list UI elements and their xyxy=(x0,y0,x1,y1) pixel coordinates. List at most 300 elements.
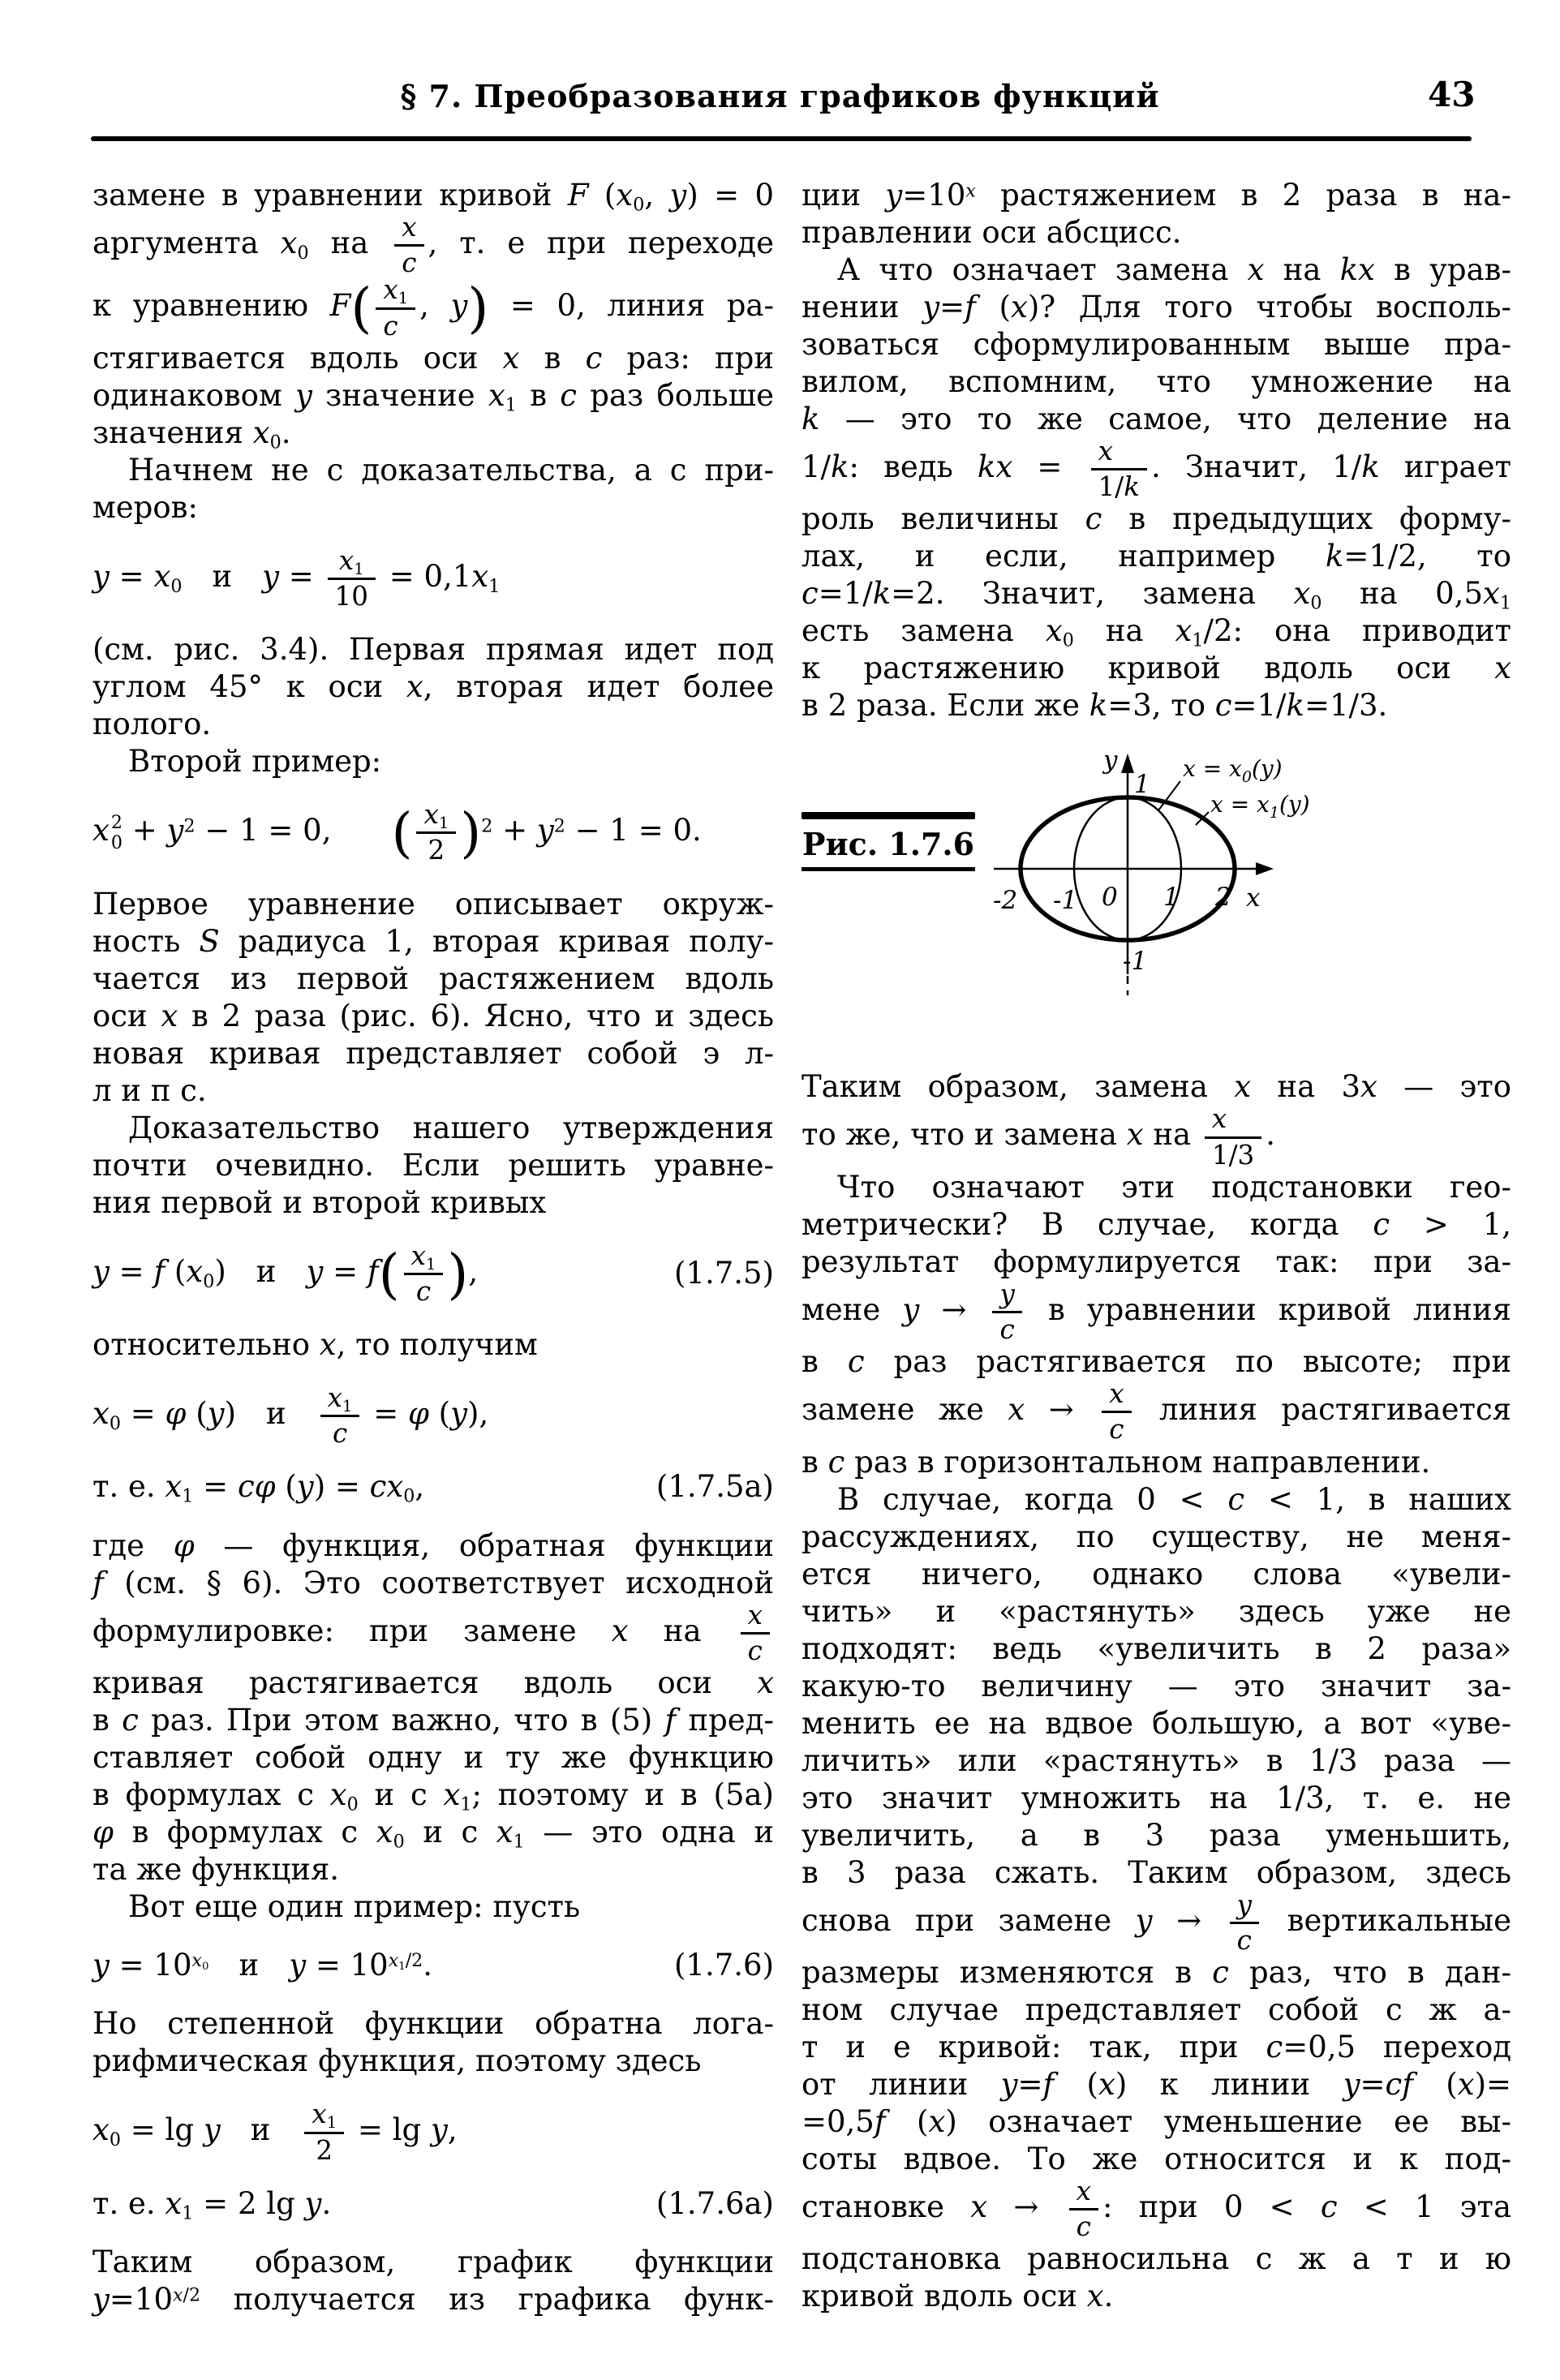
text-run: /2 xyxy=(405,1950,423,1972)
text-run: 0 xyxy=(1062,630,1074,652)
text-run: 0 xyxy=(202,1961,209,1974)
text-run: c xyxy=(999,1314,1015,1346)
text-line xyxy=(801,436,1511,503)
text-line xyxy=(92,274,774,342)
text-run: + xyxy=(492,813,537,848)
text-run: /2: она приводит xyxy=(1203,613,1512,649)
text-run: x xyxy=(383,274,398,306)
text-run: ность xyxy=(92,923,200,959)
text-run: мене xyxy=(801,1292,903,1328)
text-run: в предыдущих форму- xyxy=(1102,501,1511,537)
text-run: Что означают эти подстановки гео- xyxy=(837,1169,1511,1205)
text-run: x xyxy=(488,377,505,413)
display-formula xyxy=(92,1382,774,1450)
text-run: x xyxy=(496,1815,514,1850)
text-line xyxy=(92,1739,774,1776)
text-run: y xyxy=(450,288,468,324)
text-run: растяжением в 2 раза в на- xyxy=(975,178,1511,213)
text-run: , то получим xyxy=(336,1327,538,1363)
text-run: 0 xyxy=(1310,593,1322,615)
text-run: → xyxy=(1152,1902,1226,1938)
text-run xyxy=(1091,436,1147,503)
text-run: ется ничего, однако слова «увели- xyxy=(801,1556,1511,1592)
text-run: 0 xyxy=(297,242,309,264)
text-run: В случае, когда 0 < xyxy=(837,1481,1228,1517)
text-run: есть замена xyxy=(801,613,1046,649)
text-run: x xyxy=(165,2185,183,2221)
text-run: 1/ xyxy=(801,449,832,485)
text-line xyxy=(92,452,774,489)
text-run: c xyxy=(747,1635,763,1666)
text-run: x xyxy=(153,559,171,595)
right-column-bottom-text xyxy=(801,1068,1511,2315)
text-run: y xyxy=(296,1469,314,1505)
curve-label-x1: $x = x_1(y)$ xyxy=(1210,791,1310,823)
text-run: , xyxy=(468,1253,479,1289)
text-run: x xyxy=(402,212,417,243)
text-run: стягивается вдоль оси xyxy=(92,340,503,376)
text-run: 1 xyxy=(425,1254,436,1274)
text-run: , xyxy=(447,2112,458,2148)
text-run: в xyxy=(801,1444,828,1480)
text-run: f xyxy=(367,1253,379,1289)
text-run: φ xyxy=(407,1396,429,1432)
text-run: ( xyxy=(1412,2067,1458,2103)
x-axis-arrow-icon xyxy=(1256,862,1274,875)
text-run: x xyxy=(502,340,520,376)
text-run: ( xyxy=(275,1469,297,1505)
equation-number: (1.7.6) xyxy=(673,1948,774,1983)
text-run: kx xyxy=(977,449,1013,485)
paragraph xyxy=(801,177,1511,251)
text-run: =1/3. xyxy=(1304,688,1388,724)
text-run: x xyxy=(1360,1069,1377,1105)
text-line xyxy=(92,2244,774,2281)
text-run: < 1, в наших xyxy=(1244,1481,1512,1517)
text-run: = 10 xyxy=(306,1948,389,1983)
text-line xyxy=(92,1888,774,1926)
text-run: т. е. xyxy=(92,1469,165,1505)
text-run: меров: xyxy=(92,489,198,525)
text-run: =1/ xyxy=(818,576,873,612)
text-run: = xyxy=(279,559,324,595)
text-run: y xyxy=(207,1396,225,1432)
text-run: менить ее на вдвое большую, а вот «уве- xyxy=(801,1705,1511,1741)
text-run: 1 xyxy=(342,1396,353,1416)
text-run: результат формулируется так: при за- xyxy=(801,1244,1511,1279)
text-run: в 3 раза сжать. Таким образом, здесь xyxy=(801,1854,1511,1890)
curve-label-x0: $x = x_0(y)$ xyxy=(1183,755,1283,787)
text-run: 1 xyxy=(398,1961,406,1974)
text-run: x xyxy=(970,2189,988,2225)
text-line xyxy=(801,1742,1511,1780)
text-line xyxy=(801,1888,1511,1956)
text-run: ( xyxy=(1054,2067,1098,2103)
text-run: одинаковом xyxy=(92,377,295,413)
text-run: c xyxy=(1085,501,1102,537)
text-run: ( xyxy=(165,1253,187,1289)
text-run: f xyxy=(153,1253,165,1289)
text-run: становке xyxy=(801,2189,971,2225)
text-run: = xyxy=(193,1469,238,1505)
text-run: y xyxy=(306,1253,324,1289)
text-run: x xyxy=(965,180,976,202)
text-run: в урав- xyxy=(1374,252,1511,287)
text-run xyxy=(376,274,415,342)
text-line xyxy=(801,363,1511,401)
text-line xyxy=(92,489,774,526)
text-run: y xyxy=(902,1292,920,1328)
text-run: kx xyxy=(1339,252,1375,287)
text-run: =3, то xyxy=(1107,688,1215,724)
text-run xyxy=(320,1382,360,1450)
text-line xyxy=(801,1244,1511,1281)
text-run: почти очевидно. Если решить уравне- xyxy=(92,1147,774,1183)
text-run: раз, что в дан- xyxy=(1228,1955,1511,1991)
text-run: y xyxy=(669,178,687,213)
text-run: — это то же самое, что деление на xyxy=(819,402,1511,436)
y-tick-1: 1 xyxy=(1134,770,1150,800)
text-run: на xyxy=(308,226,391,261)
text-run: → xyxy=(919,1292,989,1328)
text-run: y xyxy=(262,559,280,595)
text-run: x xyxy=(376,1815,393,1850)
text-run: значения xyxy=(92,415,253,450)
text-run: 2 xyxy=(553,815,565,837)
text-run: кривая растягивается вдоль оси xyxy=(92,1665,758,1701)
text-run xyxy=(741,1599,770,1666)
text-run: зоваться сформулированным выше пра- xyxy=(801,327,1511,362)
text-line xyxy=(801,687,1511,724)
text-run: какую-то величину — это значит за- xyxy=(801,1668,1511,1703)
text-run: , xyxy=(644,178,670,213)
text-line xyxy=(801,1556,1511,1593)
text-run: x xyxy=(92,813,110,848)
text-run: замене в уравнении кривой xyxy=(92,178,568,213)
text-run: 1 xyxy=(1192,630,1204,652)
figure-plot xyxy=(925,731,1444,1023)
text-run: φ xyxy=(92,1815,114,1850)
text-run: k xyxy=(872,576,892,612)
text-run: y xyxy=(1000,2067,1018,2103)
text-run: = lg xyxy=(121,2112,204,2148)
text-run: y xyxy=(536,813,554,848)
display-formula xyxy=(92,1468,774,1506)
text-run: и xyxy=(220,2112,301,2148)
text-run: = xyxy=(1017,2067,1043,2103)
text-run: в 2 раза (рис. 6). Ясно, что и здесь xyxy=(178,998,775,1033)
text-run xyxy=(1102,1378,1131,1446)
formula-content xyxy=(92,1382,774,1450)
text-run: x xyxy=(329,1777,347,1813)
text-run: раз: при xyxy=(602,340,774,376)
text-run: личить» или «растянуть» в 1/3 раза — xyxy=(801,1742,1511,1778)
text-line xyxy=(92,743,774,780)
text-run: x xyxy=(616,178,634,213)
text-run: правлении оси абсцисс. xyxy=(801,215,1182,250)
text-run: к растяжению кривой вдоль оси xyxy=(801,651,1495,686)
text-run: $\frac{x}{1/3}$ xyxy=(1205,1106,1261,1168)
paragraph xyxy=(92,886,774,1110)
text-line xyxy=(801,612,1511,650)
text-run: (см. рис. 3.4). Первая прямая идет под xyxy=(92,632,774,668)
text-run: — это xyxy=(1377,1069,1511,1105)
text-run: = xyxy=(939,290,965,324)
text-run: y xyxy=(92,559,110,595)
text-run: ( xyxy=(186,1396,208,1432)
text-run: k xyxy=(1361,449,1380,485)
text-run xyxy=(965,180,976,201)
text-run: размеры изменяются в xyxy=(801,1955,1213,1991)
formula-content xyxy=(92,1468,648,1506)
text-run: ( xyxy=(350,277,372,341)
x-tick-minus2: -2 xyxy=(993,886,1018,916)
text-run: f xyxy=(92,1565,104,1600)
text-run: на xyxy=(1143,1117,1201,1153)
text-run: получается из графика функ- xyxy=(200,2282,774,2317)
text-run: 1 xyxy=(182,2202,194,2224)
text-line xyxy=(801,1780,1511,1817)
text-run: =2. Значит, замена xyxy=(891,576,1294,612)
text-run: и с xyxy=(404,1815,496,1850)
text-run: x xyxy=(165,1469,183,1505)
text-run: соты вдвое. То же относится и к под- xyxy=(801,2142,1511,2177)
text-line xyxy=(92,415,774,452)
text-line xyxy=(92,340,774,377)
text-run: Вот еще один пример: пусть xyxy=(128,1889,581,1925)
text-run: = 2 lg xyxy=(193,2185,305,2221)
text-run: y xyxy=(430,2112,448,2148)
text-line xyxy=(801,2066,1511,2103)
text-line xyxy=(801,1991,1511,2029)
text-run: и с xyxy=(358,1777,444,1813)
text-run: чить» и «растянуть» здесь уже не xyxy=(801,1593,1511,1629)
text-line xyxy=(801,538,1511,575)
text-line xyxy=(92,1599,774,1666)
text-run: 0 xyxy=(109,2129,121,2151)
text-run: x xyxy=(1482,576,1500,612)
text-run: , вторая идет более xyxy=(423,669,774,705)
text-run: x xyxy=(1098,2067,1115,2103)
text-line xyxy=(92,706,774,743)
text-line xyxy=(801,1954,1511,1991)
equation-number: (1.7.5) xyxy=(673,1256,774,1291)
figure-1-7-6 xyxy=(801,731,1511,1055)
equation-number: (1.7.5а) xyxy=(655,1469,774,1505)
text-run: раз больше xyxy=(577,377,774,413)
text-run: x xyxy=(611,1613,629,1648)
text-run: y xyxy=(885,178,903,213)
text-run: 1 xyxy=(1499,593,1511,615)
text-run: x xyxy=(1234,1069,1252,1105)
text-line xyxy=(92,1665,774,1702)
text-run: y xyxy=(1236,1888,1253,1920)
text-line xyxy=(801,214,1511,251)
text-line xyxy=(92,1776,774,1814)
equation-number: (1.7.6а) xyxy=(655,2185,774,2221)
text-run: на 0,5 xyxy=(1321,576,1483,612)
text-run: 1 xyxy=(326,2113,337,2133)
text-run: x xyxy=(1098,436,1113,466)
text-line xyxy=(801,401,1511,438)
text-run xyxy=(388,1950,423,1974)
x-tick-minus1: -1 xyxy=(1053,886,1078,916)
formula-content xyxy=(92,801,774,864)
text-run: 0 xyxy=(393,1831,405,1853)
text-run: раз растягивается по высоте; при xyxy=(864,1344,1511,1380)
text-run: k xyxy=(1124,471,1140,503)
formula-content xyxy=(92,2099,774,2166)
text-run: ) = xyxy=(313,1469,370,1505)
text-run xyxy=(394,214,423,277)
text-run: ( xyxy=(588,178,617,213)
text-line xyxy=(801,1519,1511,1556)
text-line xyxy=(801,1068,1511,1106)
text-run: y xyxy=(92,2282,110,2317)
text-run: ) и xyxy=(224,1396,316,1432)
paragraph xyxy=(801,251,1511,724)
text-run: , т. е при переходе xyxy=(428,226,774,261)
text-line xyxy=(801,1343,1511,1381)
text-run: x xyxy=(1211,1103,1227,1135)
text-line xyxy=(92,960,774,998)
text-run: подходят: ведь «увеличить в 2 раза» xyxy=(801,1630,1511,1666)
text-line xyxy=(92,1072,774,1110)
text-line xyxy=(801,1817,1511,1854)
text-run: ( xyxy=(975,290,1011,324)
text-run: ции xyxy=(801,178,886,213)
text-run: x xyxy=(443,1777,461,1813)
text-run: нении xyxy=(801,290,923,324)
paragraph xyxy=(92,631,774,743)
text-run: )? Для того чтобы восполь- xyxy=(1027,290,1511,324)
text-run: 0 xyxy=(109,1412,121,1434)
text-run: к уравнению xyxy=(92,288,330,324)
text-run: y xyxy=(289,1948,307,1983)
text-run: x xyxy=(186,1253,204,1289)
text-run xyxy=(404,1239,444,1307)
text-run: =10 xyxy=(109,2282,173,2317)
text-run: 1 xyxy=(513,1831,525,1853)
text-run: , xyxy=(415,1469,425,1505)
page-number: 43 xyxy=(1428,75,1476,114)
section-header: § 7. Преобразования графиков функций xyxy=(400,78,1160,114)
figure-caption: Рис. 1.7.6 xyxy=(801,826,975,863)
text-run: = 0, линия ра- xyxy=(488,288,774,324)
text-run: ( xyxy=(428,1396,451,1432)
text-run: c xyxy=(560,377,578,413)
text-run: ) xyxy=(467,277,489,341)
text-run: ) и xyxy=(214,1253,307,1289)
paragraph xyxy=(92,1326,774,1364)
text-run: x xyxy=(1076,2176,1091,2207)
formula-content xyxy=(92,1239,666,1307)
text-run: и xyxy=(182,559,263,595)
text-run: — это одна и xyxy=(524,1815,775,1850)
text-run: относительно xyxy=(92,1327,320,1363)
text-run: /2 xyxy=(183,2284,201,2306)
text-run: от линии xyxy=(801,2067,1001,2103)
y-axis-arrow-icon xyxy=(1121,754,1134,773)
text-line xyxy=(92,1035,774,1072)
text-line xyxy=(801,177,1511,214)
text-run: : при 0 < xyxy=(1102,2189,1321,2225)
text-run: 1 xyxy=(182,1486,194,1508)
text-run: =1/ xyxy=(1231,688,1287,724)
text-line xyxy=(801,2176,1512,2243)
text-run: т. е. xyxy=(92,2185,165,2221)
text-run: чается из первой растяжением вдоль xyxy=(92,960,774,996)
text-run: роль величины xyxy=(801,501,1085,537)
text-run: k xyxy=(1089,688,1108,724)
text-line xyxy=(801,289,1511,326)
right-column xyxy=(801,177,1511,2315)
text-run: Таким образом, график функции xyxy=(92,2245,774,2279)
text-run: =0,5 xyxy=(801,2104,875,2140)
left-column xyxy=(92,177,774,2318)
formula-content xyxy=(92,1947,666,1984)
text-run: $\frac{x_1}{10}$ xyxy=(328,548,376,610)
text-run: f xyxy=(874,2104,886,2140)
text-line xyxy=(92,631,774,668)
text-run: Первое уравнение описывает окруж- xyxy=(92,886,774,921)
text-run xyxy=(1230,1888,1259,1956)
text-run: x xyxy=(423,799,439,831)
text-run: ) означает уменьшение ее вы- xyxy=(945,2104,1511,2140)
text-line xyxy=(801,650,1511,687)
text-run: т и е кривой: так, при xyxy=(801,2030,1266,2065)
text-run: Начнем не с доказательства, а с при- xyxy=(128,452,774,488)
text-run: (см. § 6). Это соответствует исходной xyxy=(103,1565,774,1600)
text-line xyxy=(801,1481,1511,1519)
text-run: . xyxy=(1103,2279,1114,2314)
text-run: x xyxy=(471,559,489,595)
text-line xyxy=(92,1527,774,1565)
text-run: x xyxy=(1293,576,1311,612)
text-run: c xyxy=(847,1344,865,1380)
text-run: x xyxy=(92,2112,110,2148)
display-formula xyxy=(92,1947,774,1984)
text-line xyxy=(801,326,1511,363)
text-run: снова при замене xyxy=(801,1902,1136,1938)
text-line xyxy=(801,500,1511,538)
text-line xyxy=(801,2278,1511,2315)
display-formula xyxy=(92,1239,774,1307)
text-run: 2 0 xyxy=(110,811,122,853)
text-line xyxy=(92,177,774,214)
text-run: k xyxy=(831,449,849,485)
text-run: 1 xyxy=(398,289,409,308)
header-rule xyxy=(91,136,1472,141)
y-tick-minus1: -1 xyxy=(1123,947,1148,977)
text-run: x xyxy=(327,1382,343,1414)
text-line xyxy=(801,1854,1511,1892)
text-run: c xyxy=(332,1418,348,1450)
text-run: c xyxy=(122,1703,139,1738)
text-line xyxy=(801,2240,1511,2278)
text-line xyxy=(92,1326,774,1364)
text-run: пред- xyxy=(676,1703,774,1738)
x-axis-label: x xyxy=(1246,883,1261,913)
text-run: cf xyxy=(1385,2067,1413,2103)
text-run: играет xyxy=(1379,449,1511,485)
text-run: x xyxy=(252,415,270,450)
text-line xyxy=(92,377,774,415)
text-run: y xyxy=(1343,2067,1360,2103)
text-run: x xyxy=(406,669,423,705)
text-run: x xyxy=(1494,651,1511,686)
text-run: )= xyxy=(1474,2067,1511,2103)
